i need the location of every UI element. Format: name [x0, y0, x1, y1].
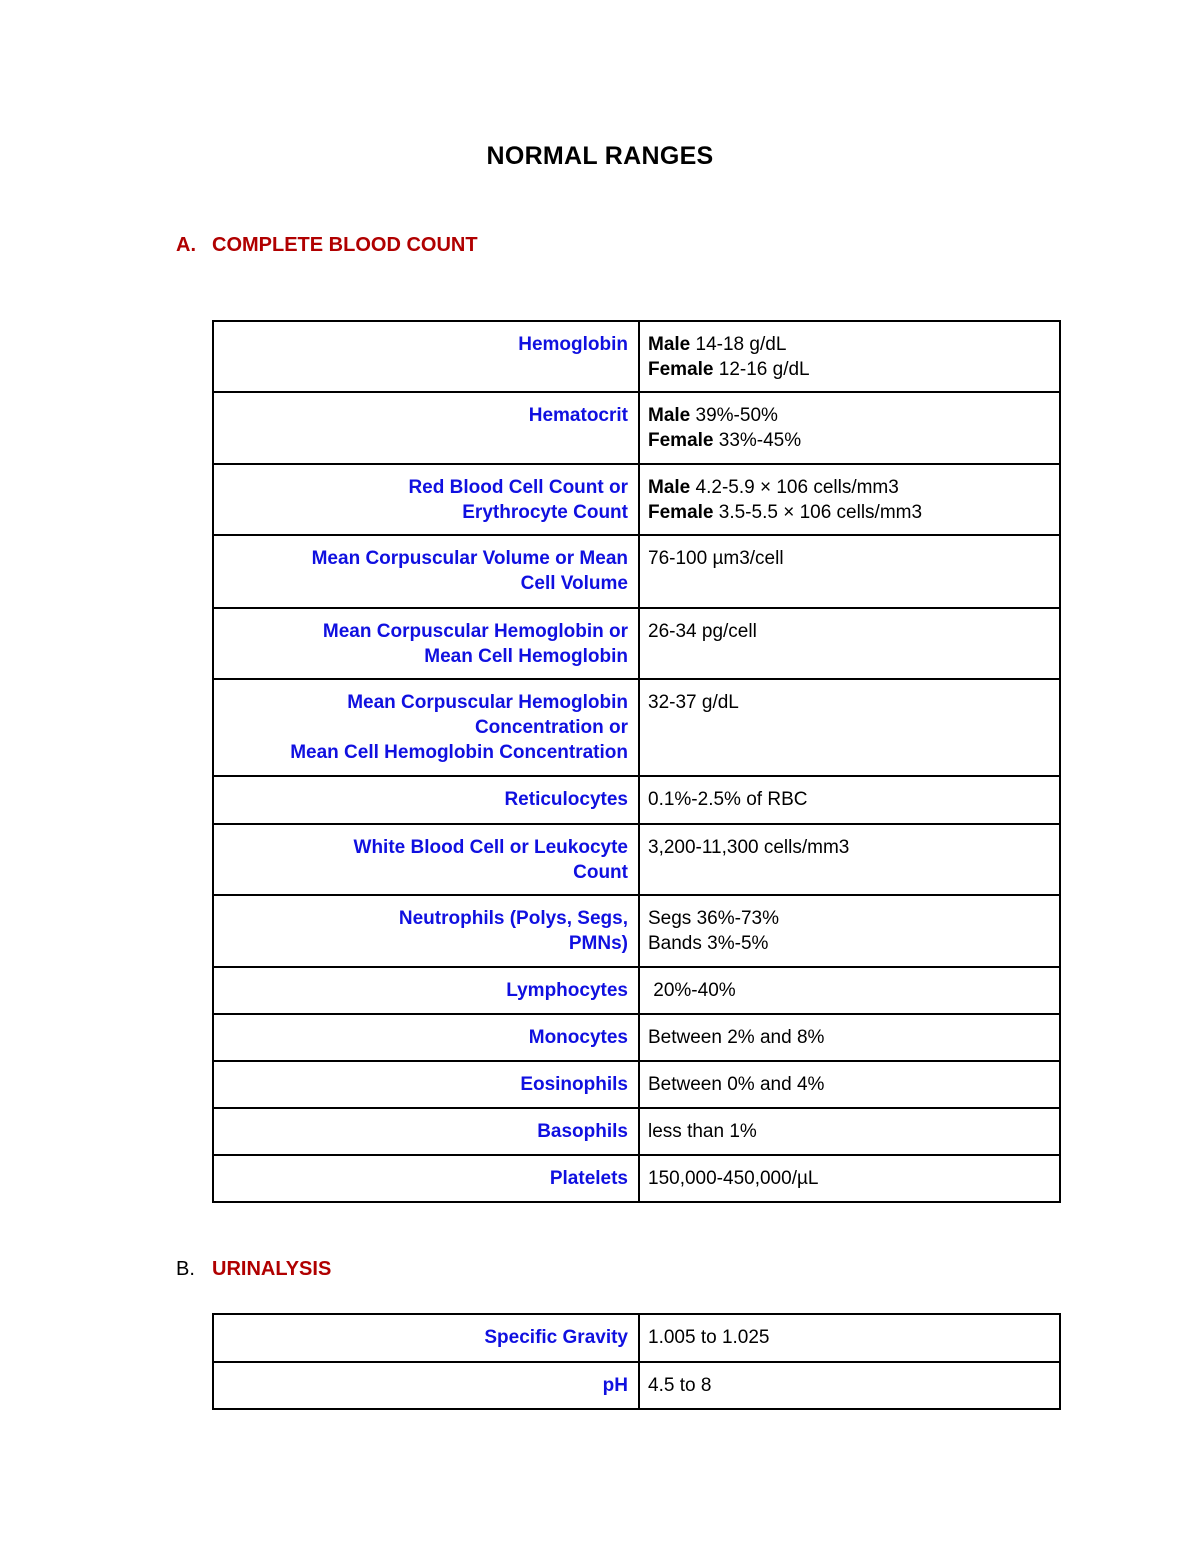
range-text: 76-100 µm3/cell	[648, 548, 784, 569]
range-value-line	[648, 1166, 1049, 1191]
table-row	[213, 1314, 1060, 1362]
range-value-line	[648, 1373, 1049, 1398]
range-text: 150,000-450,000/µL	[648, 1168, 819, 1189]
range-value-cell	[639, 321, 1060, 392]
test-name-line: Count	[573, 862, 628, 883]
sex-label: Male	[648, 477, 691, 498]
range-value-cell	[639, 1108, 1060, 1155]
test-name-line: Concentration or	[474, 717, 628, 738]
range-value-cell	[639, 1014, 1060, 1061]
test-name-cell	[213, 895, 639, 967]
range-value-cell	[639, 1314, 1060, 1362]
test-name-line: Hematocrit	[528, 405, 628, 426]
range-value-line	[648, 475, 1049, 500]
section-heading-complete-blood-count	[176, 234, 478, 257]
range-value-line	[648, 690, 1049, 715]
section-letter: B.	[176, 1258, 195, 1280]
range-text: 0.1%-2.5% of RBC	[648, 789, 808, 810]
range-value-line	[648, 332, 1049, 357]
range-text: 12-16 g/dL	[713, 359, 810, 380]
range-value-line	[648, 403, 1049, 428]
test-name-line: Eosinophils	[520, 1074, 628, 1095]
range-value-line	[648, 428, 1049, 453]
range-value-cell	[639, 776, 1060, 824]
test-name-line: Mean Corpuscular Hemoglobin or	[322, 621, 628, 642]
range-value-line	[648, 619, 1049, 644]
test-name-cell	[213, 679, 639, 776]
range-value-line	[648, 835, 1049, 860]
sex-label: Male	[648, 334, 691, 355]
range-value-line	[648, 546, 1049, 571]
urinalysis-table	[212, 1313, 1061, 1410]
range-value-line	[648, 978, 1049, 1003]
table-row	[213, 1155, 1060, 1202]
test-name-cell	[213, 1362, 639, 1409]
range-text: 4.5 to 8	[648, 1375, 712, 1396]
range-text: 20%-40%	[648, 980, 736, 1001]
range-value-cell	[639, 1061, 1060, 1108]
range-text: 4.2-5.9 × 106 cells/mm3	[690, 477, 899, 498]
test-name-line: Monocytes	[528, 1027, 628, 1048]
test-name-line: Hemoglobin	[518, 334, 628, 355]
test-name-line: pH	[602, 1375, 628, 1396]
test-name-line: Mean Corpuscular Volume or Mean	[311, 548, 628, 569]
test-name-line: Erythrocyte Count	[462, 502, 628, 523]
sex-label: Female	[648, 430, 714, 451]
test-name-line: Specific Gravity	[484, 1327, 628, 1348]
test-name-cell	[213, 967, 639, 1014]
range-value-cell	[639, 1362, 1060, 1409]
range-text: Segs 36%-73%	[648, 908, 779, 929]
table-row	[213, 1108, 1060, 1155]
range-value-line	[648, 357, 1049, 382]
test-name-cell	[213, 1108, 639, 1155]
range-value-line	[648, 1072, 1049, 1097]
test-name-cell	[213, 535, 639, 608]
test-name-line: Platelets	[549, 1168, 628, 1189]
range-text: 32-37 g/dL	[648, 692, 739, 713]
test-name-line: Neutrophils (Polys, Segs,	[398, 908, 628, 929]
test-name-line: Cell Volume	[520, 573, 628, 594]
test-name-line: Mean Cell Hemoglobin Concentration	[290, 742, 628, 763]
test-name-cell	[213, 464, 639, 535]
range-text: 3,200-11,300 cells/mm3	[648, 837, 850, 858]
range-text: Between 0% and 4%	[648, 1074, 825, 1095]
table-row	[213, 464, 1060, 535]
range-value-cell	[639, 679, 1060, 776]
sex-label: Male	[648, 405, 691, 426]
test-name-cell	[213, 1061, 639, 1108]
table-row	[213, 824, 1060, 895]
range-value-line	[648, 1025, 1049, 1050]
table-row	[213, 1014, 1060, 1061]
range-value-cell	[639, 895, 1060, 967]
table-row	[213, 1362, 1060, 1409]
section-name: COMPLETE BLOOD COUNT	[212, 234, 478, 256]
test-name-line: Lymphocytes	[506, 980, 628, 1001]
test-name-line: Mean Cell Hemoglobin	[424, 646, 628, 667]
test-name-line: Red Blood Cell Count or	[408, 477, 628, 498]
range-text: Between 2% and 8%	[648, 1027, 825, 1048]
test-name-cell	[213, 1314, 639, 1362]
test-name-line: PMNs)	[568, 933, 628, 954]
test-name-cell	[213, 321, 639, 392]
range-value-line	[648, 1119, 1049, 1144]
sex-label: Female	[648, 359, 714, 380]
range-value-line	[648, 931, 1049, 956]
range-value-cell	[639, 967, 1060, 1014]
sex-label: Female	[648, 502, 714, 523]
complete-blood-count-table	[212, 320, 1061, 1203]
range-text: 1.005 to 1.025	[648, 1327, 770, 1348]
range-value-cell	[639, 464, 1060, 535]
table-row	[213, 321, 1060, 392]
range-text: less than 1%	[648, 1121, 757, 1142]
range-text: 39%-50%	[690, 405, 778, 426]
table-row	[213, 967, 1060, 1014]
range-text: 33%-45%	[713, 430, 802, 451]
test-name-cell	[213, 1155, 639, 1202]
range-value-line	[648, 787, 1049, 812]
range-value-cell	[639, 608, 1060, 679]
range-text: 26-34 pg/cell	[648, 621, 757, 642]
test-name-line: Reticulocytes	[504, 789, 628, 810]
section-heading-urinalysis	[176, 1258, 331, 1281]
test-name-line: Basophils	[537, 1121, 628, 1142]
range-text: 14-18 g/dL	[690, 334, 787, 355]
range-text: 3.5-5.5 × 106 cells/mm3	[713, 502, 923, 523]
table-row	[213, 679, 1060, 776]
section-name: URINALYSIS	[212, 1258, 332, 1280]
test-name-line: White Blood Cell or Leukocyte	[353, 837, 628, 858]
range-value-line	[648, 1325, 1049, 1350]
test-name-line: Mean Corpuscular Hemoglobin	[347, 692, 628, 713]
test-name-cell	[213, 776, 639, 824]
test-name-cell	[213, 608, 639, 679]
page-title: NORMAL RANGES	[486, 142, 714, 170]
test-name-cell	[213, 392, 639, 464]
table-row	[213, 895, 1060, 967]
table-row	[213, 1061, 1060, 1108]
range-value-cell	[639, 535, 1060, 608]
test-name-cell	[213, 1014, 639, 1061]
section-letter: A.	[176, 234, 196, 256]
test-name-cell	[213, 824, 639, 895]
table-row	[213, 776, 1060, 824]
range-text: Bands 3%-5%	[648, 933, 769, 954]
table-row	[213, 392, 1060, 464]
table-row	[213, 535, 1060, 608]
range-value-cell	[639, 392, 1060, 464]
range-value-line	[648, 906, 1049, 931]
range-value-line	[648, 500, 1049, 525]
range-value-cell	[639, 824, 1060, 895]
table-row	[213, 608, 1060, 679]
range-value-cell	[639, 1155, 1060, 1202]
